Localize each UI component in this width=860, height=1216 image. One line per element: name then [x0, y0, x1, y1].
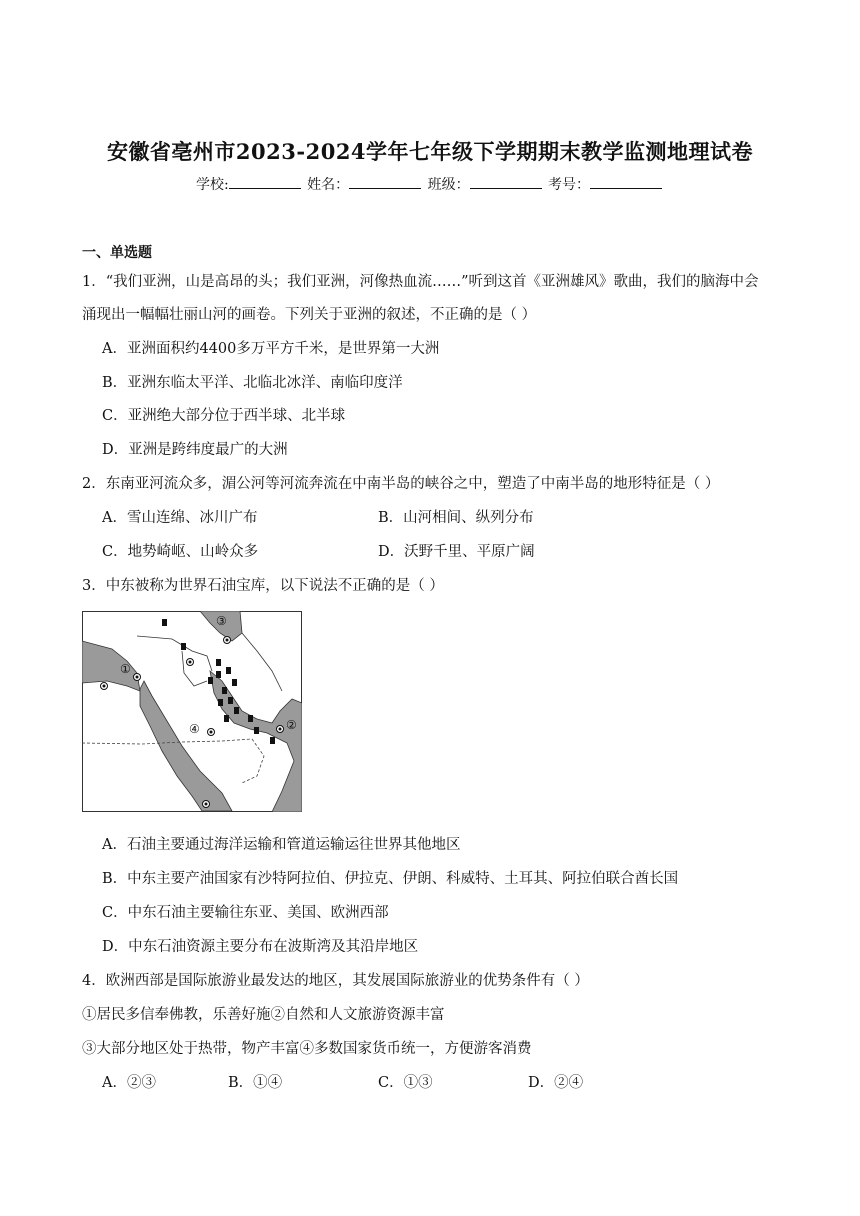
class-blank[interactable] [470, 175, 542, 189]
q3-option-c[interactable]: C．中东石油主要输往东亚、美国、欧洲西部 [102, 905, 389, 921]
q1-option-d[interactable]: D．亚洲是跨纬度最广的大洲 [102, 442, 288, 458]
school-label: 学校: [195, 177, 229, 193]
name-blank[interactable] [349, 175, 421, 189]
map-label-1: ① [120, 662, 131, 676]
map-label-3: ③ [216, 614, 227, 628]
q4-stem-line1: 4．欧洲西部是国际旅游业最发达的地区，其发展国际旅游业的优势条件有（ ） [82, 973, 589, 989]
q1-stem-line1: 1．“我们亚洲，山是高昂的头；我们亚洲，河像热血流……”听到这首《亚洲雄风》歌曲，我们的脑海中会 [82, 274, 759, 290]
page-title: 安徽省亳州市2023-2024学年七年级下学期期末教学监测地理试卷 [106, 139, 754, 164]
q4-option-a[interactable]: A．②③ [102, 1075, 156, 1091]
school-blank[interactable] [229, 175, 301, 189]
q4-option-d[interactable]: D．②④ [528, 1075, 584, 1091]
q3-option-d[interactable]: D．中东石油资源主要分布在波斯湾及其沿岸地区 [102, 939, 419, 955]
q4-stem-line3: ③大部分地区处于热带，物产丰富④多数国家货币统一，方便游客消费 [82, 1041, 532, 1057]
q4-stem-line2: ①居民多信奉佛教，乐善好施②自然和人文旅游资源丰富 [82, 1007, 445, 1023]
q2-option-c[interactable]: C．地势崎岖、山岭众多 [102, 544, 259, 560]
q1-option-c[interactable]: C．亚洲绝大部分位于西半球、北半球 [102, 408, 346, 424]
q3-option-b[interactable]: B．中东主要产油国家有沙特阿拉伯、伊拉克、伊朗、科威特、土耳其、阿拉伯联合酋长国 [102, 871, 679, 887]
q1-stem-line2: 涌现出一幅幅壮丽山河的画卷。下列关于亚洲的叙述，不正确的是（ ） [82, 307, 537, 323]
name-label: 姓名： [307, 177, 350, 193]
q4-option-c[interactable]: C．①③ [378, 1075, 433, 1091]
q3-option-a[interactable]: A．石油主要通过海洋运输和管道运输运往世界其他地区 [102, 837, 461, 853]
exam-no-label: 考号： [548, 177, 591, 193]
q1-option-b[interactable]: B．亚洲东临太平洋、北临北冰洋、南临印度洋 [102, 375, 403, 391]
section-heading: 一、单选题 [82, 245, 152, 261]
q4-option-b[interactable]: B．①④ [228, 1075, 283, 1091]
student-info-line [0, 174, 860, 194]
q2-stem-line1: 2．东南亚河流众多，湄公河等河流奔流在中南半岛的峡谷之中，塑造了中南半岛的地形特征是（ ） [82, 476, 720, 492]
q2-option-a[interactable]: A．雪山连绵、冰川广布 [102, 510, 258, 526]
map-label-2: ② [286, 718, 297, 732]
q2-option-b[interactable]: B．山河相间、纵列分布 [378, 510, 534, 526]
class-label: 班级： [427, 177, 470, 193]
q2-option-d[interactable]: D．沃野千里、平原广阔 [378, 544, 535, 560]
map-label-4: ④ [189, 722, 200, 736]
middle-east-map [82, 611, 302, 812]
q3-stem-line1: 3．中东被称为世界石油宝库，以下说法不正确的是（ ） [82, 578, 444, 594]
q1-option-a[interactable]: A．亚洲面积约4400多万平方千米，是世界第一大洲 [102, 341, 440, 357]
exam-no-blank[interactable] [590, 175, 662, 189]
